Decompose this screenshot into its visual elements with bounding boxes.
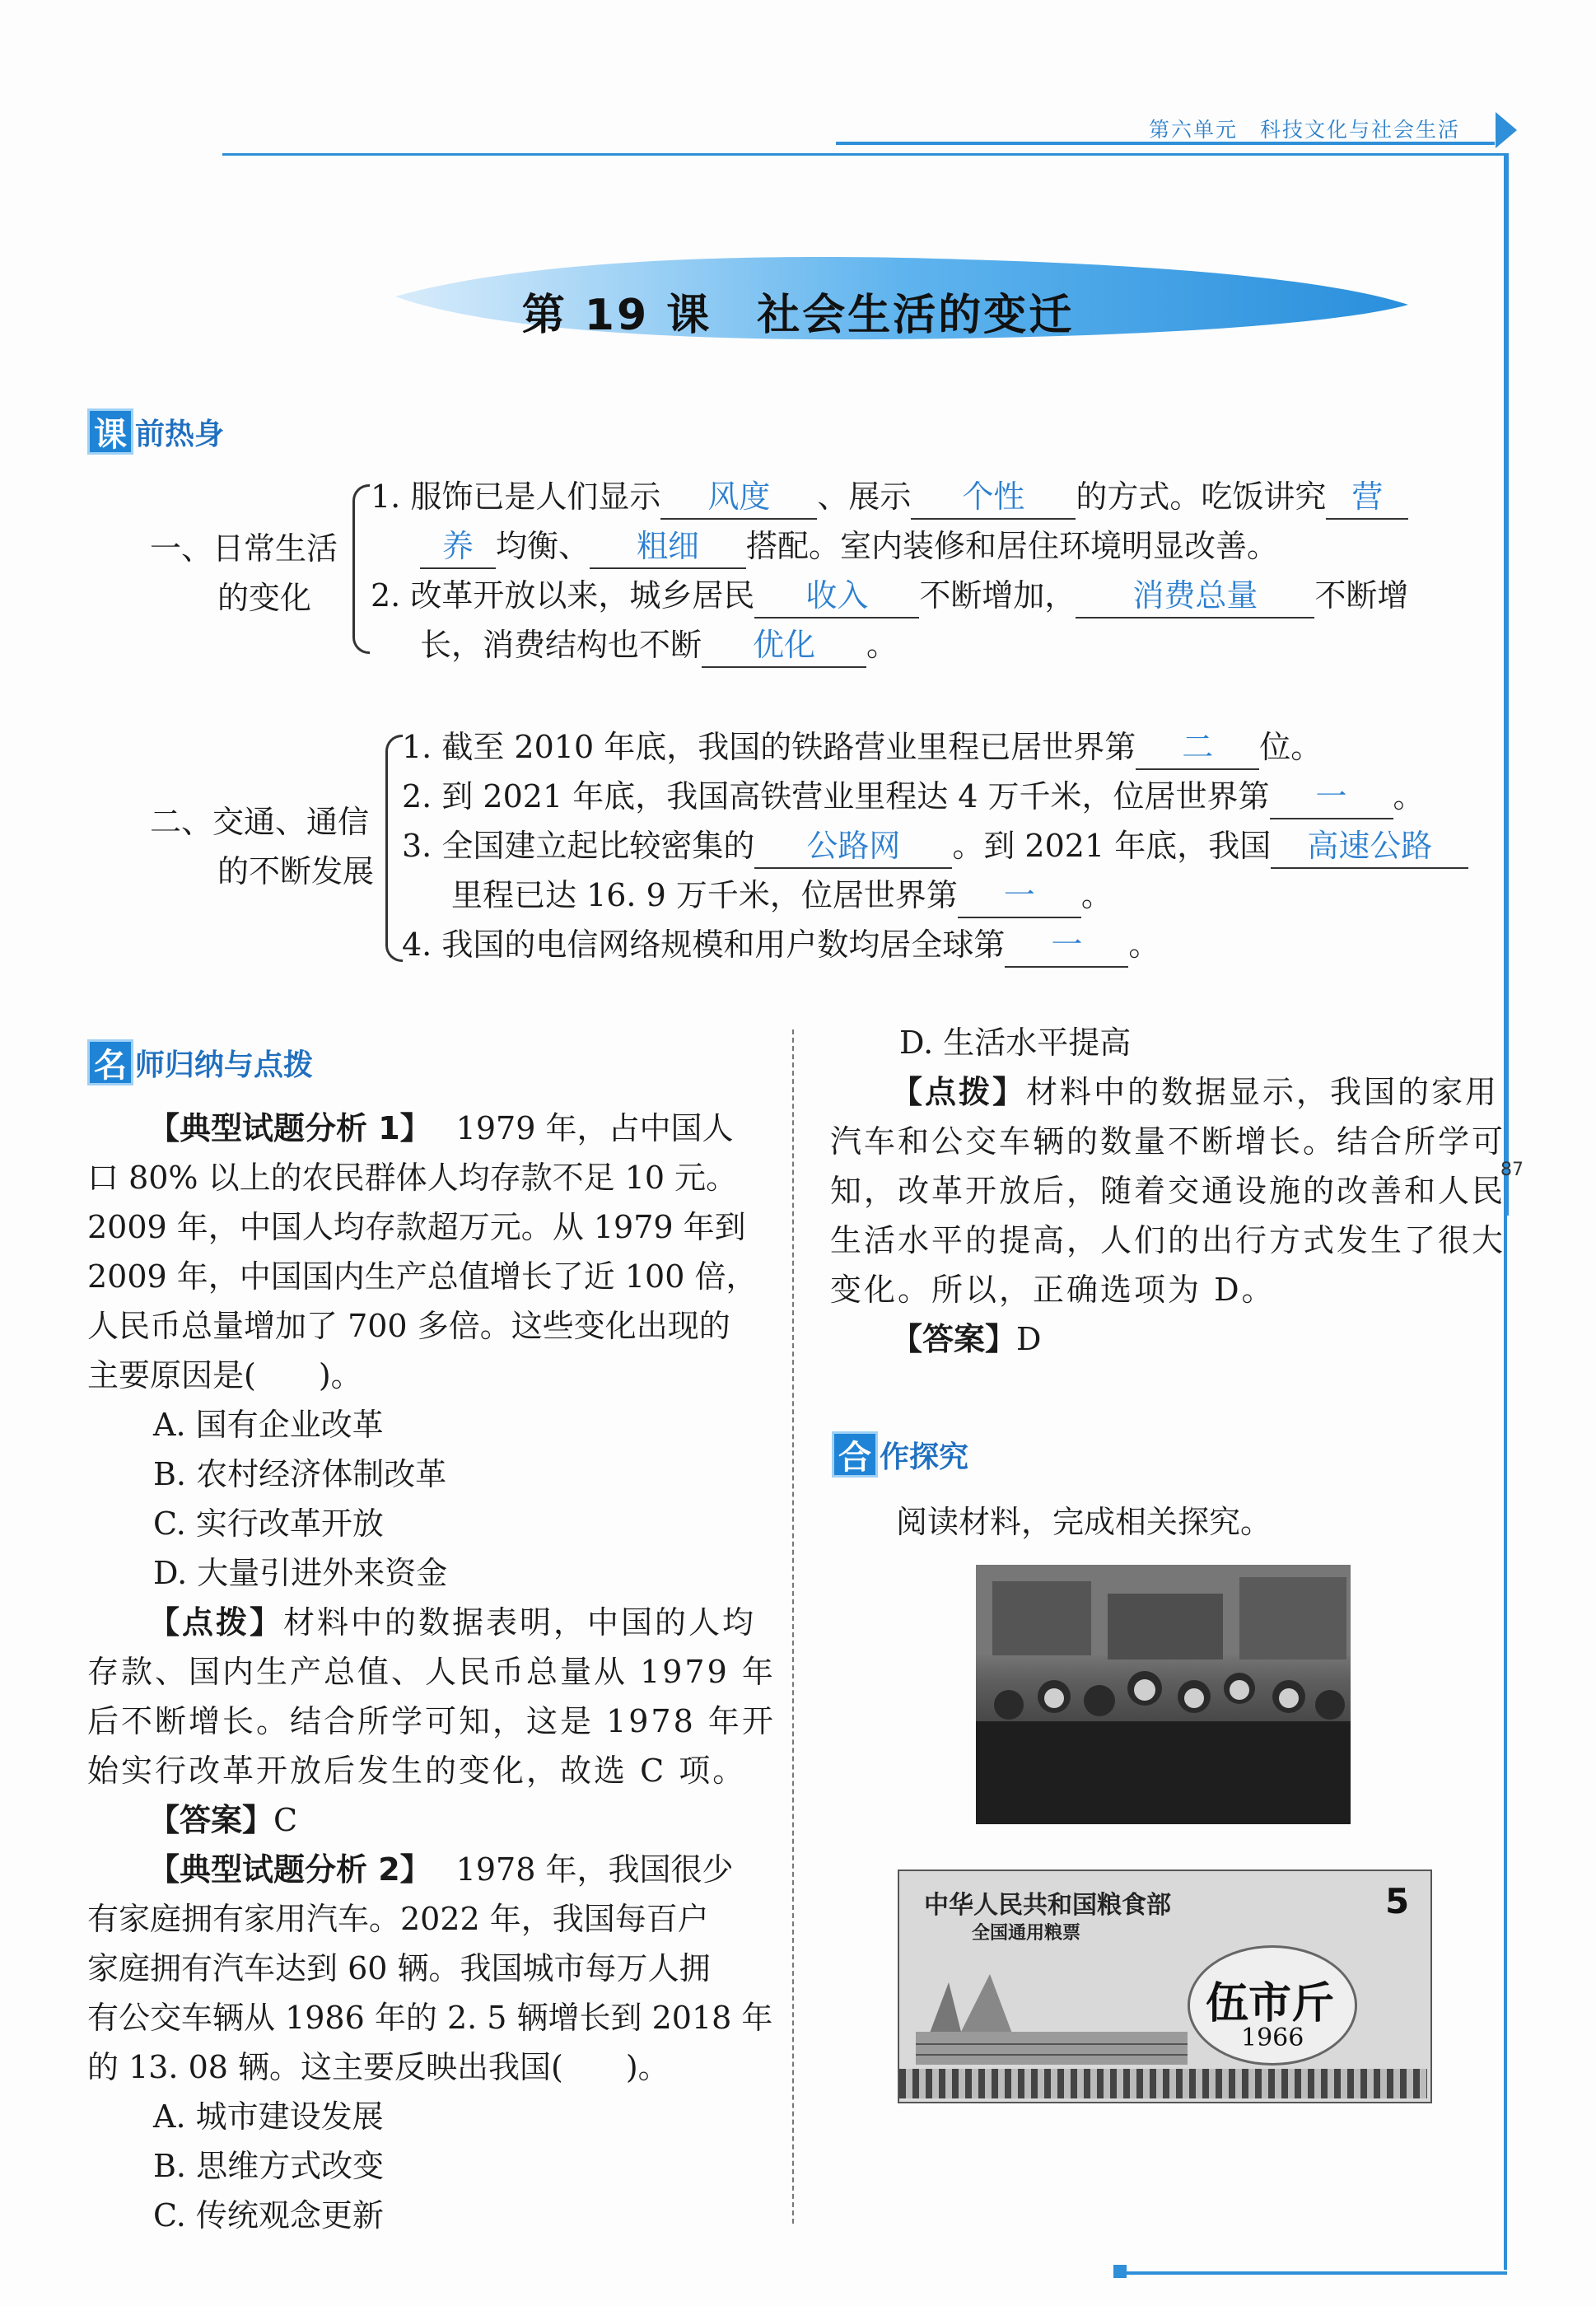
section-warmup <box>87 408 224 455</box>
ticket-denomination: 5 <box>1385 1881 1410 1921</box>
section-teacher-label: 师归纳与点拨 <box>135 1048 314 1082</box>
answer-blank: 优化 <box>702 623 866 668</box>
answer-blank: 粗细 <box>590 525 746 569</box>
answer-blank: 二 <box>1136 726 1259 770</box>
q2-line3: 家庭拥有汽车达到 60 辆。我国城市每万人拥 <box>87 1950 711 1986</box>
answer-blank: 公路网 <box>754 824 952 869</box>
part1-brace <box>352 484 370 654</box>
part1-item1-line2: 养 均衡、 粗细 搭配。室内装修和居住环境明显改善。 <box>420 521 1278 571</box>
section-warmup-badge: 课 <box>87 408 133 455</box>
q2-line5: 的 13. 08 辆。这主要反映出我国( )。 <box>87 2049 670 2085</box>
part2-item1: 1. 截至 2010 年底，我国的铁路营业里程已居世界第 二 位。 <box>402 722 1322 772</box>
part2-label-a: 二、交通、通信 <box>150 804 370 840</box>
section-coop-label: 作探究 <box>880 1440 969 1474</box>
photo-crowd <box>976 1565 1351 1824</box>
part1-label-b: 的变化 <box>217 580 312 616</box>
q2-line4: 有公交车辆从 1986 年的 2. 5 辆增长到 2018 年 <box>87 2000 773 2036</box>
page-border-bottom <box>1120 2271 1507 2275</box>
answer-blank: 个性 <box>911 475 1076 520</box>
ticket-scope: 全国通用粮票 <box>972 1923 1081 1944</box>
q2-option-c: C. 传统观念更新 <box>153 2197 384 2234</box>
ticket-amount: 伍市斤 <box>1206 1979 1335 2028</box>
ticket-landscape <box>916 1949 1188 2073</box>
section-warmup-label: 前热身 <box>135 417 225 451</box>
grain-ration-ticket <box>898 1870 1432 2103</box>
q2-line2: 有家庭拥有家用汽车。2022 年，我国每百户 <box>87 1901 709 1937</box>
q2-line1: 【典型试题分析 2】 1978 年，我国很少 <box>148 1851 734 1888</box>
answer-blank: 收入 <box>754 574 919 619</box>
lesson-title: 第 19 课 社会生活的变迁 <box>521 291 1075 340</box>
answer-blank: 一 <box>958 874 1081 918</box>
q2-hint-line5: 变化。所以，正确选项为 D。 <box>830 1272 1276 1308</box>
q1-line1: 【典型试题分析 1】 1979 年，占中国人 <box>148 1110 734 1146</box>
q2-hint-line3: 知，改革开放后，随着交通设施的改善和人民 <box>830 1173 1506 1209</box>
q1-option-a: A. 国有企业改革 <box>153 1407 384 1443</box>
q2-hint-line1: 【点拨】材料中的数据显示，我国的家用 <box>891 1074 1500 1110</box>
q1-option-c: C. 实行改革开放 <box>153 1505 384 1542</box>
page-number: 87 <box>1500 1160 1524 1180</box>
header-rule-left <box>222 153 1507 156</box>
q1-line3: 2009 年，中国人均存款超万元。从 1979 年到 <box>87 1209 746 1245</box>
answer-blank: 营 <box>1326 475 1408 520</box>
section-teacher-badge: 名 <box>87 1039 133 1085</box>
part2-brace <box>385 735 403 962</box>
page-corner-mark <box>1113 2265 1127 2278</box>
q1-line4: 2009 年，中国国内生产总值增长了近 100 倍， <box>87 1258 758 1295</box>
answer-blank: 消费总量 <box>1076 574 1314 619</box>
answer-blank: 高速公路 <box>1271 824 1468 869</box>
q1-option-b: B. 农村经济体制改革 <box>153 1456 447 1492</box>
q2-option-b: B. 思维方式改变 <box>153 2148 385 2184</box>
q1-hint-line1: 【点拨】材料中的数据表明，中国的人均 <box>148 1604 757 1641</box>
page-border-right-lower <box>1504 1216 1507 2270</box>
section-teacher <box>87 1039 313 1085</box>
answer-blank: 养 <box>420 525 496 569</box>
q1-hint-line3: 后不断增长。结合所学可知，这是 1978 年开 <box>87 1703 776 1739</box>
part2-item2: 2. 到 2021 年底，我国高铁营业里程达 4 万千米，位居世界第 一 。 <box>402 772 1425 821</box>
part1-item1-line1: 1. 服饰已是人们显示 风度 、展示 个性 的方式。吃饭讲究 营 <box>371 472 1408 521</box>
column-divider <box>792 1029 794 2224</box>
part2-label-b: 的不断发展 <box>217 853 375 889</box>
q2-hint-line4: 生活水平的提高，人们的出行方式发生了很大 <box>830 1222 1506 1258</box>
q1-hint-line2: 存款、国内生产总值、人民币总量从 1979 年 <box>87 1654 776 1690</box>
ticket-border-pattern <box>899 2069 1427 2098</box>
coop-prompt: 阅读材料，完成相关探究。 <box>896 1504 1272 1540</box>
section-coop-badge: 合 <box>832 1431 878 1477</box>
part1-label-a: 一、日常生活 <box>150 530 338 567</box>
part1-item2-line2: 长，消费结构也不断 优化 。 <box>420 620 898 670</box>
part1-item2-line1: 2. 改革开放以来，城乡居民 收入 不断增加， 消费总量 不断增 <box>371 571 1408 620</box>
ticket-year: 1966 <box>1241 2024 1304 2052</box>
part2-item4: 4. 我国的电信网络规模和用户数均居全球第 一 。 <box>402 920 1160 969</box>
q1-option-d: D. 大量引进外来资金 <box>153 1555 448 1591</box>
answer-blank: 一 <box>1005 923 1128 968</box>
answer-blank: 一 <box>1270 775 1393 819</box>
part2-item3-line1: 3. 全国建立起比较密集的 公路网 。到 2021 年底，我国 高速公路 <box>402 821 1468 871</box>
header-arrow-icon <box>1496 112 1517 148</box>
part2-item3-line2: 里程已达 16. 9 万千米，位居世界第 一 。 <box>451 871 1113 920</box>
q2-option-a: A. 城市建设发展 <box>153 2098 384 2135</box>
q1-hint-line4: 始实行改革开放后发生的变化，故选 C 项。 <box>87 1753 747 1789</box>
q2-answer: 【答案】D <box>891 1321 1042 1357</box>
unit-header: 第六单元 科技文化与社会生活 <box>1149 118 1461 142</box>
q2-option-d: D. 生活水平提高 <box>899 1025 1132 1061</box>
q2-hint-line2: 汽车和公交车辆的数量不断增长。结合所学可 <box>830 1123 1506 1160</box>
ticket-issuer: 中华人民共和国粮食部 <box>924 1891 1171 1920</box>
q1-answer: 【答案】C <box>148 1802 298 1838</box>
section-coop <box>832 1431 968 1477</box>
q1-line6: 主要原因是( )。 <box>87 1357 362 1393</box>
q1-line5: 人民币总量增加了 700 多倍。这些变化出现的 <box>87 1308 730 1344</box>
historical-photo <box>976 1565 1351 1824</box>
answer-blank: 风度 <box>660 475 817 520</box>
q1-line2: 口 80% 以上的农民群体人均存款不足 10 元。 <box>87 1160 738 1196</box>
